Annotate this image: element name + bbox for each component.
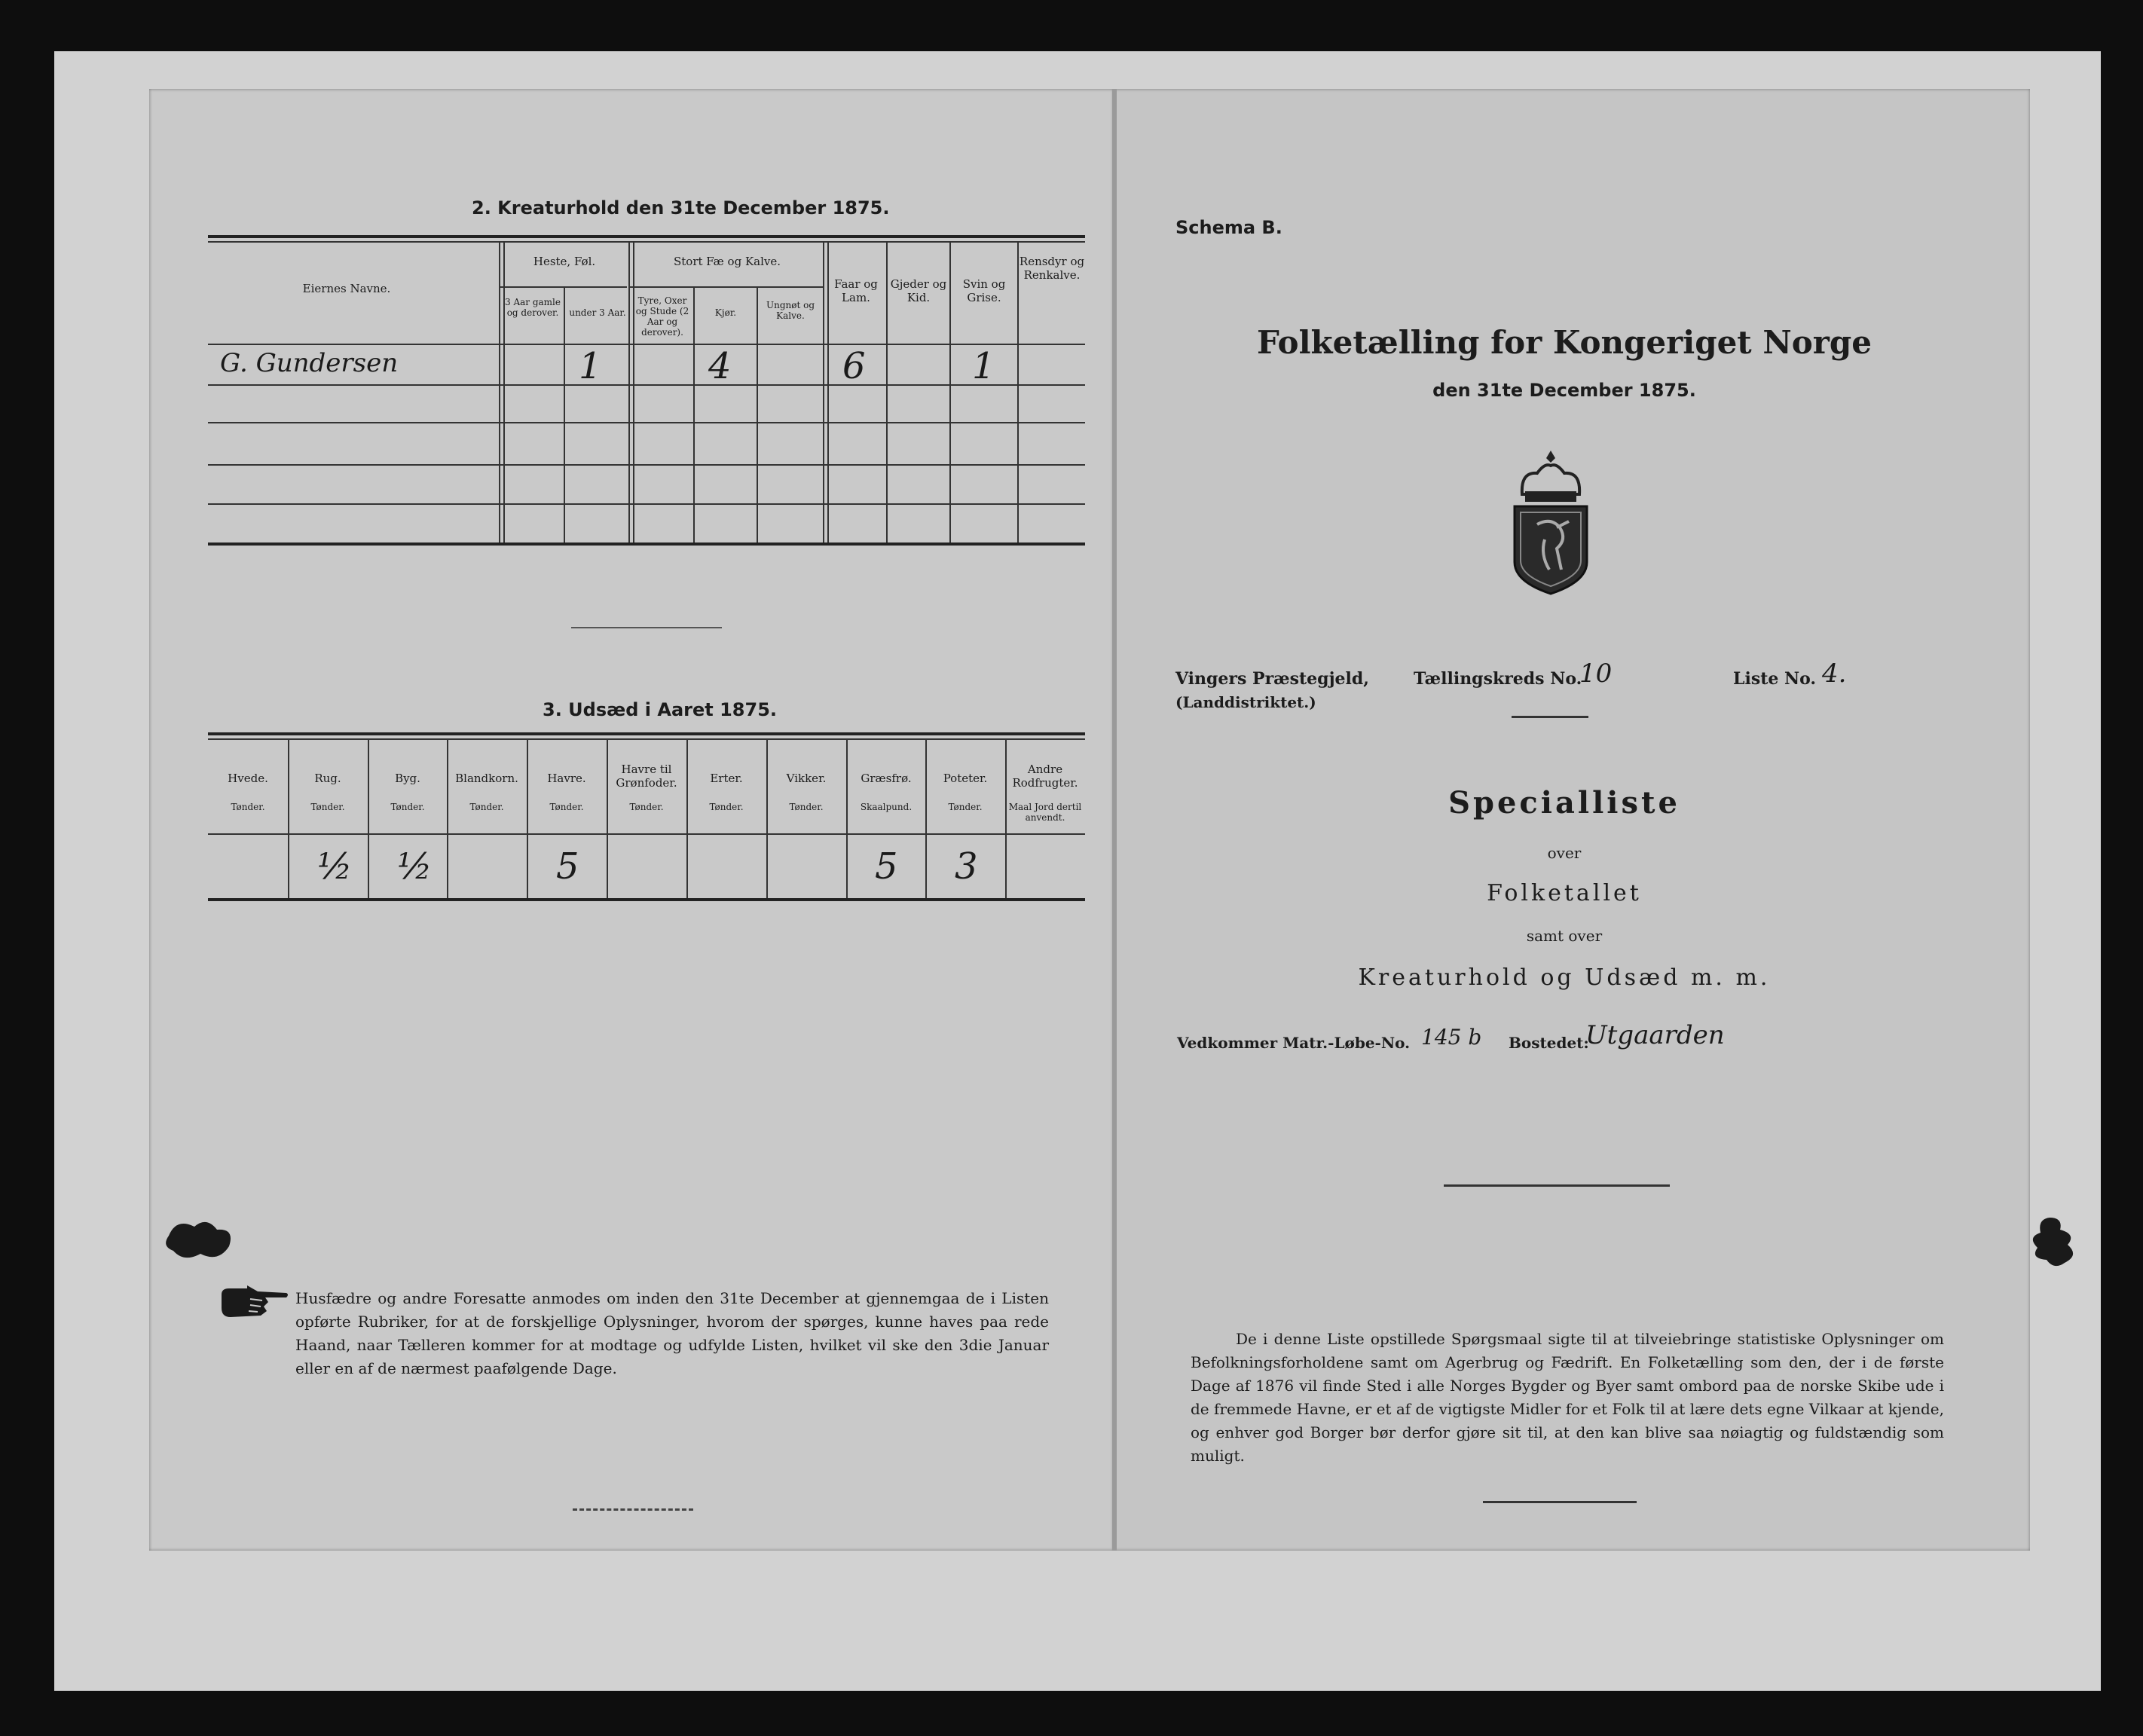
sowing-header-crop: Havre. (547, 772, 586, 785)
matr-value: 145 b (1421, 1025, 1482, 1050)
section2-title: 2. Kreaturhold den 31te December 1875. (472, 197, 890, 219)
sowing-header-crop: Græsfrø. (861, 772, 912, 785)
sowing-column-divider (846, 738, 848, 898)
matr-label: Vedkommer Matr.-Løbe-No. (1177, 1034, 1411, 1052)
section3-title: 3. Udsæd i Aaret 1875. (543, 699, 778, 720)
folketallet-text: Folketallet (1487, 880, 1642, 906)
bottom-divider-right (1483, 1501, 1637, 1503)
header-horses-young: under 3 Aar. (569, 307, 626, 318)
sowing-header-unit: Tønder. (948, 802, 983, 812)
sowing-column-divider (527, 738, 528, 898)
value-sheep: 6 (842, 345, 866, 387)
sowing-header-unit: Tønder. (549, 802, 584, 812)
main-title: Folketælling for Kongeriget Norge (1257, 324, 1872, 361)
value-cattle-cows: 4 (708, 345, 732, 387)
owner-name: G. Gundersen (220, 348, 399, 378)
sowing-header-crop: Blandkorn. (455, 772, 518, 785)
header-cattle: Stort Fæ og Kalve. (673, 255, 781, 268)
page-fold (1112, 89, 1117, 1551)
bosted-label: Bostedet: (1509, 1034, 1589, 1052)
sowing-column-divider (288, 738, 289, 898)
sowing-header-unit: Maal Jord dertil anvendt. (1008, 802, 1082, 823)
bottom-divider-left (573, 1508, 693, 1511)
sowing-value: 3 (955, 845, 978, 888)
header-cattle-cows: Kjør. (714, 307, 737, 318)
date-line: den 31te December 1875. (1432, 380, 1696, 401)
samt-over-text: samt over (1526, 927, 1603, 945)
value-pigs: 1 (972, 345, 995, 387)
sowing-header-crop: Vikker. (786, 772, 827, 785)
sowing-header-crop: Havre til Grønfoder. (616, 763, 677, 790)
sowing-header-crop: Andre Rodfrugter. (1012, 763, 1078, 790)
sowing-header-unit: Tønder. (310, 802, 345, 812)
header-owner: Eiernes Navne. (302, 282, 391, 295)
sowing-header-crop: Erter. (710, 772, 743, 785)
sowing-value: 5 (875, 845, 898, 888)
liste-label: Liste No. (1733, 669, 1817, 689)
over-text: over (1547, 844, 1582, 862)
sowing-header-unit: Tønder. (789, 802, 824, 812)
notice-text: Husfædre og andre Foresatte anmodes om inden den 31te December at gjennemgaa de i Listen opførte Rubriker, for at de forskjellige Oplysninger, hvorom der spørges, kunne haves paa rede Haand, naar Tælleren kommer for at modtage og udfylde Listen, hvilket vil ske den 3die Januar eller en af de nærmest paafølgende Dage. (295, 1289, 1049, 1377)
bosted-value: Utgaarden (1585, 1020, 1725, 1050)
sowing-column-divider (686, 738, 688, 898)
pointing-hand-icon (220, 1284, 289, 1322)
divider (571, 627, 722, 628)
ink-blot-right (2024, 1215, 2084, 1272)
value-horses-young: 1 (579, 345, 602, 387)
sowing-header-unit: Tønder. (231, 802, 265, 812)
kreaturhold-text: Kreaturhold og Udsæd m. m. (1358, 964, 1771, 991)
ink-blot (161, 1213, 244, 1266)
header-reindeer: Rensdyr og Renkalve. (1019, 255, 1085, 282)
parish-label: Vingers Præstegjeld, (1175, 669, 1369, 689)
district-label: (Landdistriktet.) (1175, 693, 1316, 711)
header-cattle-young: Ungnøt og Kalve. (766, 300, 815, 321)
sowing-header-crop: Poteter. (943, 772, 988, 785)
kreds-value: 10 (1579, 659, 1613, 689)
sowing-value: ½ (397, 845, 433, 888)
kreds-label: Tællingskreds No. (1414, 669, 1582, 689)
sowing-value: ½ (317, 845, 353, 888)
header-horses-old: 3 Aar gamle og derover. (505, 297, 561, 318)
header-cattle-bulls: Tyre, Oxer og Stude (2 Aar og derover). (635, 295, 689, 338)
sowing-header-crop: Rug. (314, 772, 341, 785)
sowing-column-divider (925, 738, 927, 898)
sowing-header-unit: Tønder. (469, 802, 504, 812)
norwegian-coat-of-arms-icon (1507, 449, 1594, 595)
liste-value: 4. (1822, 659, 1847, 689)
sowing-header-crop: Byg. (395, 772, 420, 785)
divider-right-2 (1444, 1184, 1670, 1187)
sowing-header-unit: Skaalpund. (860, 802, 913, 812)
sowing-column-divider (368, 738, 369, 898)
header-pigs: Svin og Grise. (962, 277, 1006, 304)
sowing-value: 5 (556, 845, 579, 888)
header-goats: Gjeder og Kid. (890, 277, 947, 304)
header-horses: Heste, Føl. (533, 255, 596, 268)
sowing-column-divider (766, 738, 768, 898)
divider-right (1512, 716, 1588, 718)
specialliste-title: Specialliste (1448, 785, 1680, 821)
sowing-header-unit: Tønder. (629, 802, 664, 812)
sowing-header-unit: Tønder. (709, 802, 744, 812)
schema-label: Schema B. (1175, 217, 1282, 238)
header-sheep: Faar og Lam. (834, 277, 878, 304)
sowing-column-divider (447, 738, 448, 898)
footer-text: De i denne Liste opstillede Spørgsmaal sigte til at tilveiebringe statistiske Oplysninger om Befolkningsforholdene samt om Agerbrug og Fædrift. En Folketælling som den, der i de første Dage af 1876 vil finde Sted i alle Norges Bygder og Byer samt ombord paa de norske Skibe ude i de fremmede Havne, er et af de vigtigste Midler for et Folk til at lære dets egne Vilkaar at kjende, og enhver god Borger bør derfor gjøre sit til, at den kan blive saa nøiagtig og fuldstændig som muligt. (1191, 1330, 1944, 1465)
sowing-header-unit: Tønder. (390, 802, 425, 812)
sowing-header-crop: Hvede. (228, 772, 268, 785)
